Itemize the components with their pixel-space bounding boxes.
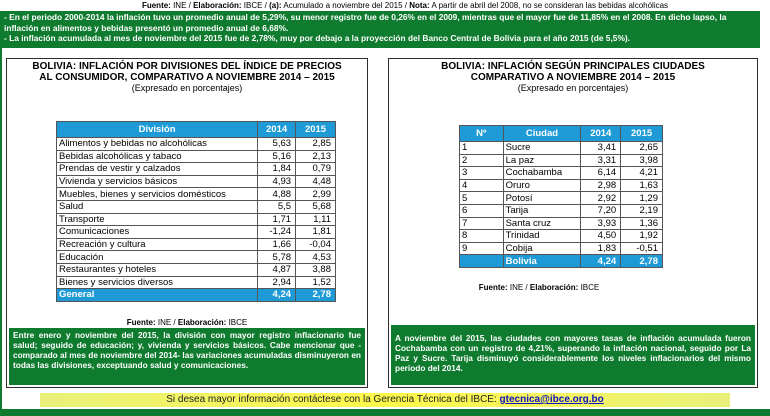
division-row — [57, 226, 336, 239]
division-header-row — [57, 122, 336, 138]
division-row-cell: 5,78 — [258, 251, 296, 264]
division-row — [57, 175, 336, 188]
city-row — [460, 204, 663, 217]
division-row-cell: 3,88 — [296, 263, 336, 276]
city-title-1: BOLIVIA: INFLACIÓN SEGÚN PRINCIPALES CIUDADES — [441, 61, 705, 72]
division-row-cell: Muebles, bienes y servicios domésticos — [57, 188, 258, 201]
header-city: Ciudad — [503, 126, 581, 142]
city-row-cell: La paz — [503, 154, 581, 167]
division-row-cell: 1,71 — [258, 213, 296, 226]
division-row-cell: Salud — [57, 200, 258, 213]
city-subtitle: (Expresado en porcentajes) — [517, 83, 629, 93]
city-row-cell: 1,36 — [621, 217, 663, 230]
division-fuente-text: INE / — [157, 318, 178, 327]
summary-line-2: - La inflación acumulada al mes de noviembre del 2015 fue de 2,78%, muy por debajo a la proyección del Banco Central de Bolivia para el año 2015 (de 5,5%). — [4, 33, 631, 44]
city-row-total-cell: 4,24 — [581, 255, 621, 268]
city-row-cell: 1,83 — [581, 242, 621, 255]
city-panel — [388, 58, 758, 388]
city-row-cell: Trinidad — [503, 230, 581, 243]
city-row — [460, 154, 663, 167]
city-note: A noviembre del 2015, las ciudades con mayores tasas de inflación acumulada fueron Cochabamba con un registro de 4,21%, superando la inflación nacional, seguido por La Paz y Sucre. Tarija disminuyó considerablemente los niveles inflacionarios del mismo periodo del 2014. — [391, 325, 755, 385]
city-row-cell: 1,92 — [621, 230, 663, 243]
nota-text: A partir de abril del 2008, no se consideran las bebidas alcohólicas — [431, 1, 669, 10]
footer-text: Si desea mayor información contáctese con la Gerencia Técnica del IBCE: — [166, 394, 500, 405]
header-no: Nº — [460, 126, 504, 142]
city-row-total — [460, 255, 663, 268]
a-text: Acumulado a noviembre del 2015 / — [283, 1, 410, 10]
division-row-cell: Recreación y cultura — [57, 238, 258, 251]
division-row-cell: 4,88 — [258, 188, 296, 201]
city-row — [460, 230, 663, 243]
fuente-text: INE / — [173, 1, 194, 10]
city-row-cell: 1 — [460, 142, 504, 155]
left-edge-decor — [0, 48, 2, 416]
city-row — [460, 217, 663, 230]
summary-box — [0, 11, 760, 48]
division-row — [57, 150, 336, 163]
division-row-cell: Vivienda y servicios básicos — [57, 175, 258, 188]
city-row-cell: 6,14 — [581, 167, 621, 180]
division-title-2: AL CONSUMIDOR, COMPARATIVO A NOVIEMBRE 2014 – 2015 — [39, 72, 335, 83]
header-city-2015: 2015 — [621, 126, 663, 142]
city-row-cell: Sucre — [503, 142, 581, 155]
city-table — [459, 125, 663, 268]
city-row-cell: 6 — [460, 204, 504, 217]
division-row — [57, 238, 336, 251]
division-row-cell: 5,5 — [258, 200, 296, 213]
division-row-total — [57, 289, 336, 302]
division-row-cell: Comunicaciones — [57, 226, 258, 239]
division-row-cell: Transporte — [57, 213, 258, 226]
division-row — [57, 263, 336, 276]
city-row-cell: Potosí — [503, 192, 581, 205]
division-row-total-cell: 2,78 — [296, 289, 336, 302]
city-row-cell: 4,50 — [581, 230, 621, 243]
city-row — [460, 142, 663, 155]
city-row-cell: 8 — [460, 230, 504, 243]
division-row-cell: 5,63 — [258, 138, 296, 151]
city-fuente-text: INE / — [509, 283, 530, 292]
division-elab-label: Elaboración: — [177, 318, 227, 327]
division-row-cell: Educación — [57, 251, 258, 264]
division-row-cell: 4,48 — [296, 175, 336, 188]
city-elab-text: IBCE — [580, 283, 600, 292]
fuente-label: Fuente: — [141, 1, 171, 10]
division-row-cell: 1,66 — [258, 238, 296, 251]
division-title-1: BOLIVIA: INFLACIÓN POR DIVISIONES DEL ÍNDICE DE PRECIOS — [32, 61, 342, 72]
division-row-total-cell: 4,24 — [258, 289, 296, 302]
city-source — [389, 283, 689, 292]
division-row-cell: 5,68 — [296, 200, 336, 213]
city-row-cell: 3 — [460, 167, 504, 180]
division-row — [57, 251, 336, 264]
division-row-cell: 2,85 — [296, 138, 336, 151]
division-row-cell: 4,53 — [296, 251, 336, 264]
summary-line-1: - En el periodo 2000-2014 la inflación tuvo un promedio anual de 5,29%, su menor registro fue de 0,26% en el 2009, mientras que el mayor fue de 11,85% en el 2008. En dicho lapso, la inflación en alimentos y bebidas presentó un promedio anual de 6,68%. — [4, 12, 727, 33]
city-row-cell: 7,20 — [581, 204, 621, 217]
city-row-cell: 5 — [460, 192, 504, 205]
city-row-cell: 2 — [460, 154, 504, 167]
city-row-cell: Cochabamba — [503, 167, 581, 180]
division-row — [57, 213, 336, 226]
city-title-2: COMPARATIVO A NOVIEMBRE 2014 – 2015 — [470, 72, 676, 83]
city-row-cell: 2,19 — [621, 204, 663, 217]
division-row-cell: 1,84 — [258, 163, 296, 176]
division-row-cell: Restaurantes y hoteles — [57, 263, 258, 276]
division-row-cell: 1,52 — [296, 276, 336, 289]
city-row — [460, 167, 663, 180]
division-table — [56, 121, 336, 302]
division-row — [57, 188, 336, 201]
header-2015: 2015 — [296, 122, 336, 138]
division-row-cell: 4,93 — [258, 175, 296, 188]
city-row-cell: 1,29 — [621, 192, 663, 205]
division-row-cell: 4,87 — [258, 263, 296, 276]
division-source — [7, 318, 367, 327]
elab-text: IBCE / — [243, 1, 270, 10]
division-row-cell: -1,24 — [258, 226, 296, 239]
city-row-cell: 2,98 — [581, 179, 621, 192]
city-row-cell: Oruro — [503, 179, 581, 192]
division-row — [57, 163, 336, 176]
city-row-cell: 4 — [460, 179, 504, 192]
contact-footer — [40, 393, 730, 407]
city-row-cell: -0,51 — [621, 242, 663, 255]
city-row — [460, 179, 663, 192]
division-row-cell: Bienes y servicios diversos — [57, 276, 258, 289]
city-row — [460, 192, 663, 205]
nota-label: Nota: — [409, 1, 430, 10]
division-row-cell: -0,04 — [296, 238, 336, 251]
division-row — [57, 138, 336, 151]
division-row-cell: 5,16 — [258, 150, 296, 163]
division-fuente-label: Fuente: — [126, 318, 156, 327]
division-row-cell: 2,99 — [296, 188, 336, 201]
division-row-total-cell: General — [57, 289, 258, 302]
city-row — [460, 242, 663, 255]
division-note: Entre enero y noviembre del 2015, la división con mayor registro inflacionario fue salud; seguido de educación; y, vivienda y servicios básicos. Cabe mencionar que -comparado al mes de noviembre del 2014- las variaciones acumuladas disminuyeron en todas las divisiones, exceptuando salud y comunicaciones. — [9, 328, 365, 385]
city-row-cell: 1,63 — [621, 179, 663, 192]
header-city-2014: 2014 — [581, 126, 621, 142]
city-row-cell: 3,31 — [581, 154, 621, 167]
header-division: División — [57, 122, 258, 138]
city-row-cell: 2,92 — [581, 192, 621, 205]
division-row-cell: 1,81 — [296, 226, 336, 239]
city-row-cell: 2,65 — [621, 142, 663, 155]
top-source-note — [0, 0, 770, 11]
division-row-cell: 1,11 — [296, 213, 336, 226]
division-subtitle: (Expresado en porcentajes) — [131, 83, 243, 93]
city-row-cell: Cobija — [503, 242, 581, 255]
division-row-cell: Prendas de vestir y calzados — [57, 163, 258, 176]
division-row-cell: 2,94 — [258, 276, 296, 289]
city-row-cell: 4,21 — [621, 167, 663, 180]
division-row — [57, 200, 336, 213]
city-row-cell: 3,93 — [581, 217, 621, 230]
city-row-cell: 3,41 — [581, 142, 621, 155]
city-row-cell: Tarija — [503, 204, 581, 217]
division-elab-text: IBCE — [228, 318, 248, 327]
city-fuente-label: Fuente: — [478, 283, 508, 292]
city-row-cell: Santa cruz — [503, 217, 581, 230]
city-row-cell: 3,98 — [621, 154, 663, 167]
city-elab-label: Elaboración: — [529, 283, 579, 292]
division-row-cell: Bebidas alcohólicas y tabaco — [57, 150, 258, 163]
division-row — [57, 276, 336, 289]
elab-label: Elaboración: — [193, 1, 242, 10]
city-row-cell: 9 — [460, 242, 504, 255]
city-row-cell: 7 — [460, 217, 504, 230]
division-panel — [6, 58, 368, 388]
contact-email-link[interactable]: gtecnica@ibce.org.bo — [499, 394, 604, 405]
division-row-cell: 2,13 — [296, 150, 336, 163]
header-2014: 2014 — [258, 122, 296, 138]
division-row-cell: 0,79 — [296, 163, 336, 176]
city-row-total-cell: Bolivia — [503, 255, 581, 268]
city-row-total-cell — [460, 255, 504, 268]
a-label: (a): — [269, 1, 282, 10]
division-row-cell: Alimentos y bebidas no alcohólicas — [57, 138, 258, 151]
city-header-row — [460, 126, 663, 142]
city-row-total-cell: 2,78 — [621, 255, 663, 268]
bottom-bar-decor — [0, 409, 770, 416]
